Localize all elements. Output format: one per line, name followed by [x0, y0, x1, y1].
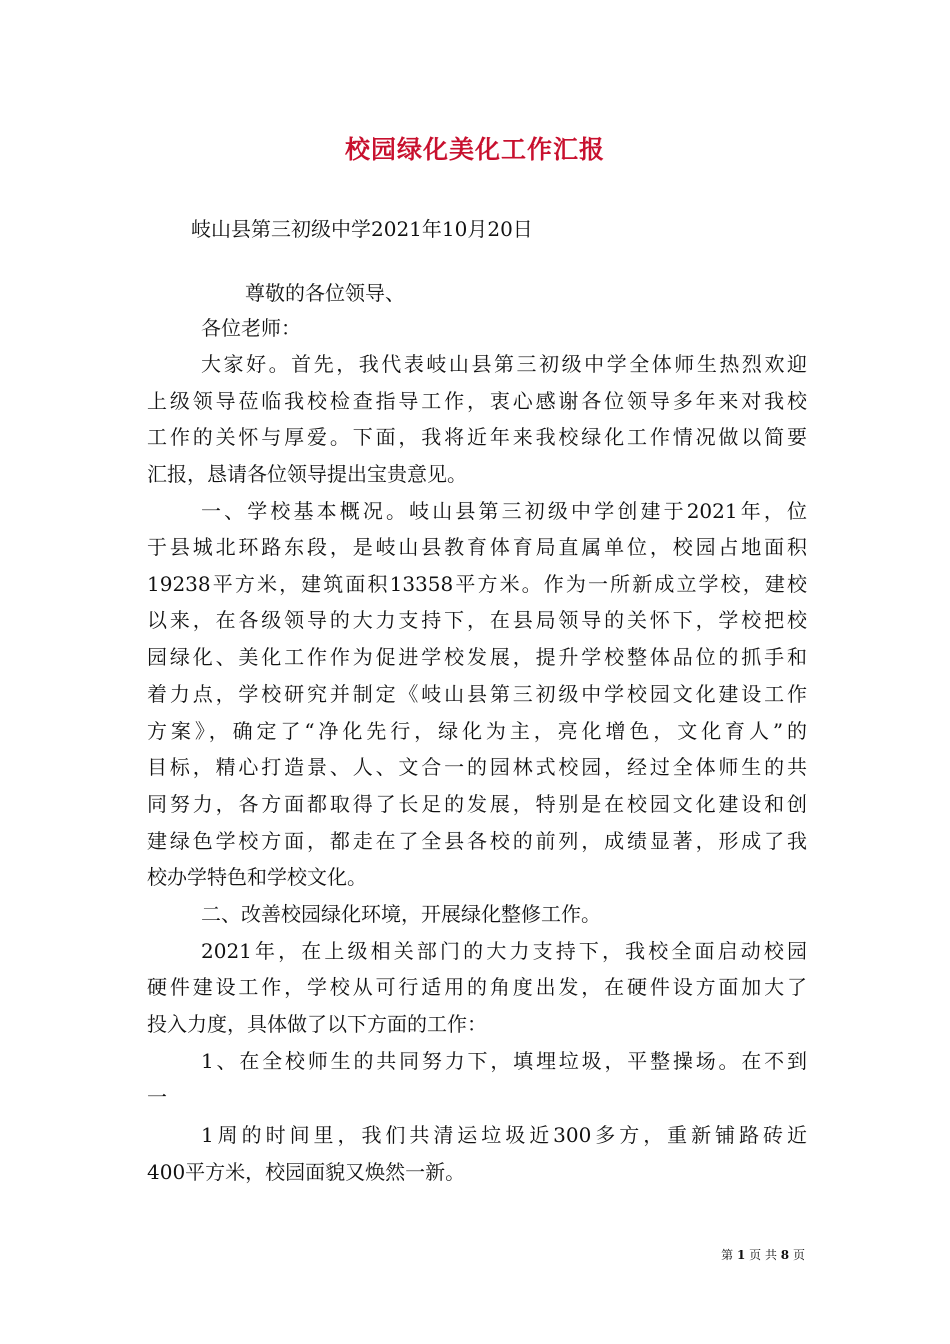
paragraph-line: 一、学校基本概况。岐山县第三初级中学创建于2021年，位: [201, 499, 807, 523]
paragraph-line: 投入力度，具体做了以下方面的工作：: [147, 1012, 487, 1036]
page-current: 1: [736, 1248, 746, 1262]
paragraph-line: 1、在全校师生的共同努力下，填埋垃圾，平整操场。在不到: [201, 1049, 807, 1073]
date-line: 岐山县第三初级中学2021年10月20日: [191, 217, 533, 241]
paragraph-line: 以来，在各级领导的大力支持下，在县局领导的关怀下，学校把校: [147, 608, 807, 632]
paragraph-line: 方案》，确定了“净化先行，绿化为主，亮化增色，文化育人”的: [147, 719, 807, 743]
paragraph-line: 同努力，各方面都取得了长足的发展，特别是在校园文化建设和创: [147, 792, 807, 816]
paragraph-line: 硬件建设工作，学校从可行适用的角度出发，在硬件设方面加大了: [147, 975, 807, 999]
paragraph-line: 400平方米，校园面貌又焕然一新。: [147, 1160, 466, 1184]
page-suffix: 页: [792, 1248, 805, 1262]
paragraph-line: 目标，精心打造景、人、文合一的园林式校园，经过全体师生的共: [147, 755, 807, 779]
paragraph-line: 建绿色学校方面，都走在了全县各校的前列，成绩显著，形成了我: [147, 829, 807, 853]
document-title: 校园绿化美化工作汇报: [344, 135, 605, 164]
page-number: [721, 1246, 805, 1263]
paragraph-line: 1周的时间里，我们共清运垃圾近300多方，重新铺路砖近: [201, 1123, 807, 1147]
paragraph-line: 工作的关怀与厚爱。下面，我将近年来我校绿化工作情况做以简要: [147, 425, 807, 449]
paragraph-line: 一: [147, 1085, 167, 1109]
paragraph-line: 着力点，学校研究并制定《岐山县第三初级中学校园文化建设工作: [147, 682, 807, 706]
paragraph-line: 汇报，恳请各位领导提出宝贵意见。: [147, 462, 467, 486]
paragraph-line: 2021年，在上级相关部门的大力支持下，我校全面启动校园: [201, 939, 807, 963]
salutation-line: 尊敬的各位领导、: [245, 281, 405, 305]
page-total: 8: [780, 1248, 790, 1262]
paragraph-line: 19238平方米，建筑面积13358平方米。作为一所新成立学校，建校: [147, 572, 807, 596]
paragraph-line: 上级领导莅临我校检查指导工作，衷心感谢各位领导多年来对我校: [147, 389, 807, 413]
page-middle: 页 共: [749, 1248, 777, 1262]
paragraph-line: 校办学特色和学校文化。: [147, 865, 367, 889]
salutation-line: 各位老师：: [201, 316, 301, 340]
page-prefix: 第: [721, 1248, 734, 1262]
paragraph-line: 大家好。首先，我代表岐山县第三初级中学全体师生热烈欢迎: [201, 352, 807, 376]
paragraph-line: 园绿化、美化工作作为促进学校发展，提升学校整体品位的抓手和: [147, 645, 807, 669]
section-heading: 二、改善校园绿化环境，开展绿化整修工作。: [201, 902, 601, 926]
paragraph-line: 于县城北环路东段，是岐山县教育体育局直属单位，校园占地面积: [147, 535, 807, 559]
